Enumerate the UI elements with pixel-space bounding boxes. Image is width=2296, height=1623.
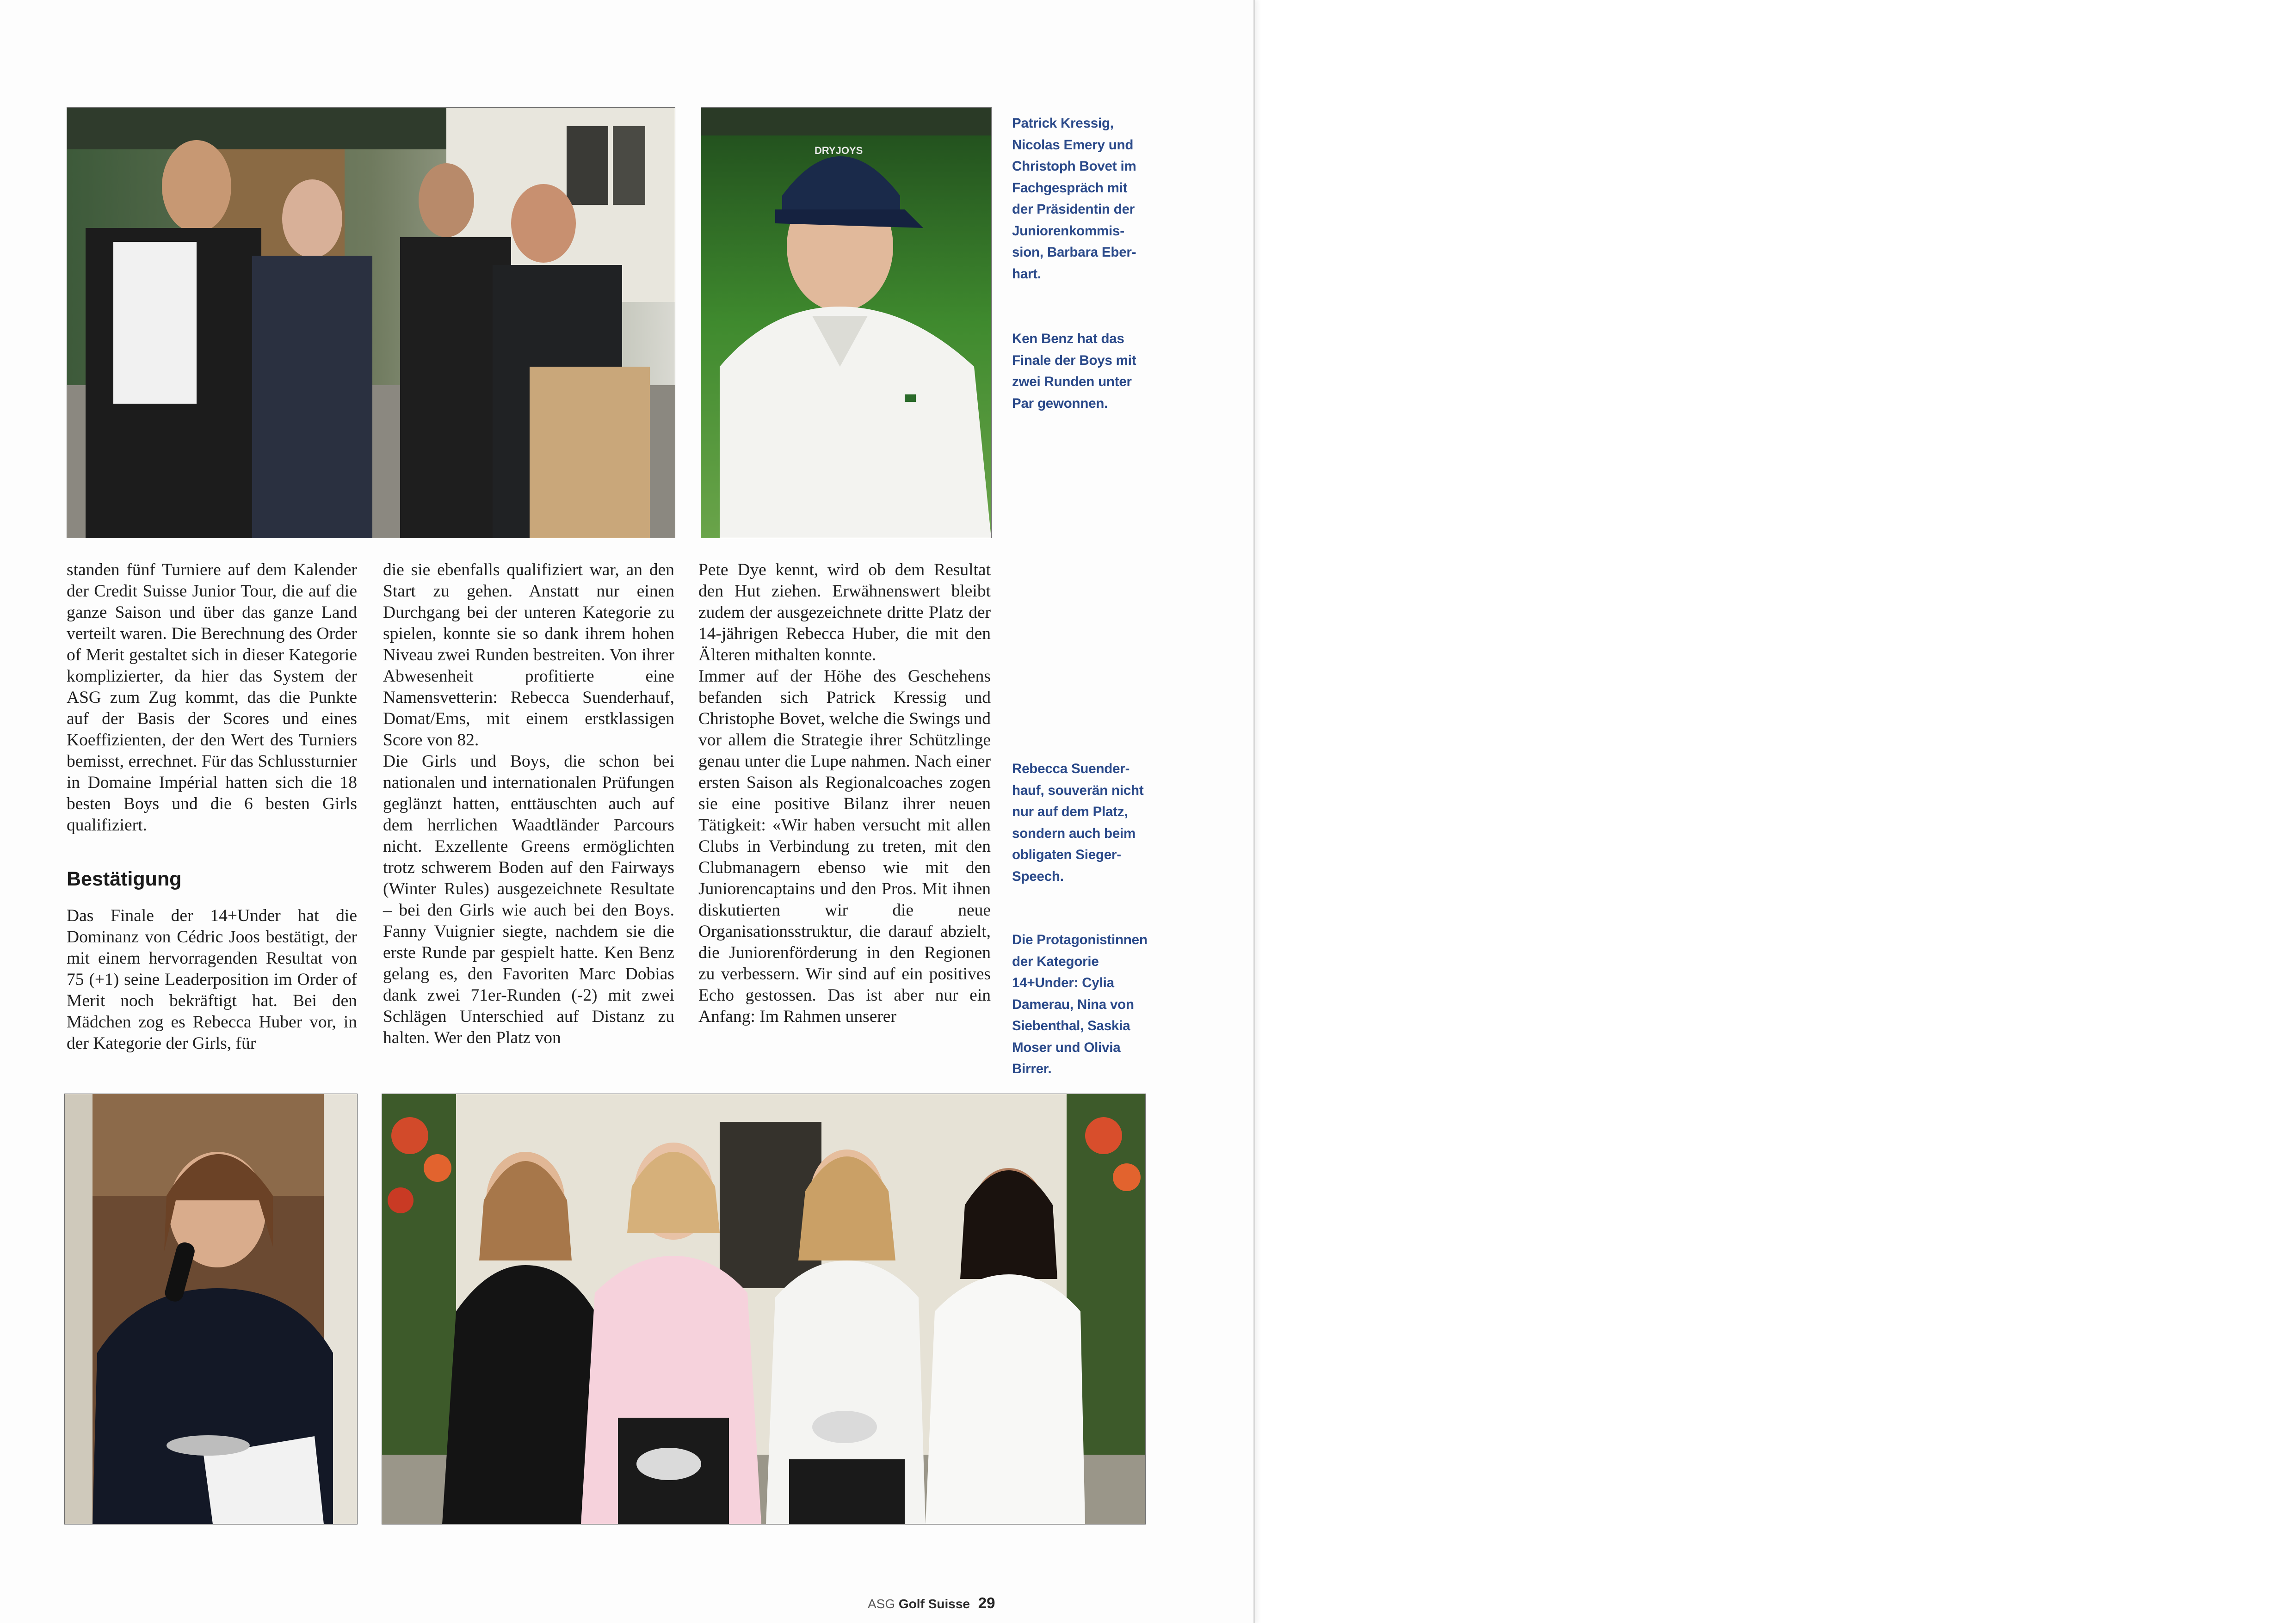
caption-line: der Präsidentin der	[1012, 202, 1135, 217]
column-1-paragraph: standen fünf Turniere auf dem Kalender der Credit Suisse Junior Tour, die auf die ganze Saison und über das ganze Land verteilt waren. Die Berechnung des Order of Merit gestaltet sich in dieser Kategorie komplizierter, da hier das System der ASG zum Zug kommt, das die Punkte auf der Basis der Scores und eines Koeffizienten, der den Wert des Turniers bemisst, errechnet. Für das Schlussturnier in Domaine Impérial hatten sich die 18 besten Boys und die 6 besten Girls qualifiziert.	[67, 560, 357, 835]
section-heading: Bestätigung	[67, 868, 182, 890]
text-column-2	[383, 559, 674, 1049]
caption-line: Patrick Kressig,	[1012, 116, 1114, 131]
caption-line: Moser und Olivia	[1012, 1039, 1121, 1055]
footer-magazine-prefix: ASG	[868, 1597, 895, 1611]
page-footer	[868, 1594, 995, 1612]
photo-rebecca-speech	[64, 1094, 358, 1525]
caption-line: Ken Benz hat das	[1012, 331, 1124, 346]
column-3-paragraph-2: Immer auf der Höhe des Geschehens befanden sich Patrick Kressig und Christophe Bovet, welche die Swings und vor allem die Strategie ihrer Schützlinge genau unter die Lupe nahmen. Nach einer ersten Saison als Regionalcoaches zogen sie eine positive Bilanz ihrer neuen Tätigkeit: «Wir haben versucht mit allen Clubs in Verbindung zu treten, mit den Clubmanagern ebenso wie mit den Juniorencaptains und den Pros. Mit ihnen diskutierten wir die neue Organisationsstruktur, die darauf abzielt, die Juniorenförderung in den Regionen zu verbessern. Wir sind auf ein positives Echo gestossen. Das ist aber nur ein Anfang: Im Rahmen unserer	[698, 667, 991, 1026]
column-2-paragraph-1: die sie ebenfalls qualifiziert war, an den Start zu gehen. Anstatt nur einen Durchgang bei der unteren Kategorie zu spielen, konnte sie so dank ihrem hohen Niveau zwei Runden bestreiten. Von ihrer Abwesenheit profitierte eine Namensvetterin: Rebecca Suenderhauf, Domat/Ems, mit einem erstklassigen Score von 82.	[383, 560, 674, 750]
caption-line: Finale der Boys mit	[1012, 352, 1136, 368]
caption-line: der Kategorie	[1012, 953, 1099, 969]
text-column-3	[698, 559, 991, 1027]
caption-line: Speech.	[1012, 868, 1064, 884]
text-column-1	[67, 559, 357, 1054]
caption-line: Juniorenkommis-	[1012, 223, 1124, 239]
caption-line: Par gewonnen.	[1012, 395, 1108, 411]
column-2-paragraph-2: Die Girls und Boys, die schon bei nationalen und internationalen Prüfungen geglänzt hatten, enttäuschten auch auf dem herrlichen Waadtländer Parcours nicht. Exzellente Greens ermöglichten trotz schwerem Boden auf den Fairways (Winter Rules) ausgezeichnete Resultate – bei den Girls wie auch bei den Boys. Fanny Vuignier siegte, nachdem sie die erste Runde par gespielt hatte. Ken Benz gelang es, den Favoriten Marc Dobias dank zwei 71er-Runden (-2) mit zwei Schlägen Unterschied auf Distanz zu halten. Wer den Platz von	[383, 752, 674, 1047]
photo-group-conversation-image	[67, 108, 675, 538]
photo-group-conversation	[67, 107, 675, 538]
caption-line: hart.	[1012, 266, 1041, 282]
caption-line: Christoph Bovet im	[1012, 159, 1136, 174]
caption-rebecca-suenderhauf	[1012, 758, 1144, 887]
photo-protagonistinnen-image	[382, 1094, 1145, 1524]
photo-ken-benz	[701, 107, 992, 538]
photo-ken-benz-image	[701, 108, 991, 538]
caption-line: Die Protagonistinnen	[1012, 932, 1148, 947]
caption-line: sion, Barbara Eber-	[1012, 245, 1136, 260]
photo-rebecca-speech-image	[65, 1094, 357, 1524]
caption-line: zwei Runden unter	[1012, 374, 1132, 389]
column-1-paragraph-2: Das Finale der 14+Under hat die Dominanz von Cédric Joos bestätigt, der mit einem hervorragenden Resultat von 75 (+1) seine Leaderposition im Order of Merit noch bekräftigt hat. Bei den Mädchen zog es Rebecca Huber vor, in der Kategorie der Girls, für	[67, 906, 357, 1053]
caption-line: Nicolas Emery und	[1012, 137, 1134, 153]
caption-ken-benz	[1012, 328, 1136, 414]
caption-line: hauf, souverän nicht	[1012, 782, 1144, 798]
caption-line: 14+Under: Cylia	[1012, 975, 1114, 990]
caption-line: obligaten Sieger-	[1012, 847, 1121, 862]
column-3-paragraph-1: Pete Dye kennt, wird ob dem Resultat den Hut ziehen. Erwähnenswert bleibt zudem der ausgezeichnete dritte Platz der 14-jährigen Rebecca Huber, die mit den Älteren mithalten konnte.	[698, 560, 991, 664]
caption-line: Damerau, Nina von	[1012, 996, 1134, 1012]
caption-line: nur auf dem Platz,	[1012, 804, 1128, 819]
caption-group-conversation	[1012, 113, 1136, 285]
cap-brand-text: DRYJOYS	[815, 145, 863, 156]
caption-line: Siebenthal, Saskia	[1012, 1018, 1130, 1033]
caption-protagonistinnen	[1012, 929, 1148, 1080]
caption-line: Rebecca Suender-	[1012, 761, 1130, 776]
caption-line: Fachgespräch mit	[1012, 180, 1128, 196]
photo-protagonistinnen	[382, 1094, 1146, 1525]
caption-line: Birrer.	[1012, 1061, 1052, 1076]
footer-magazine-name: Golf Suisse	[898, 1597, 970, 1611]
page-number: 29	[978, 1594, 995, 1611]
caption-line: sondern auch beim	[1012, 825, 1136, 841]
